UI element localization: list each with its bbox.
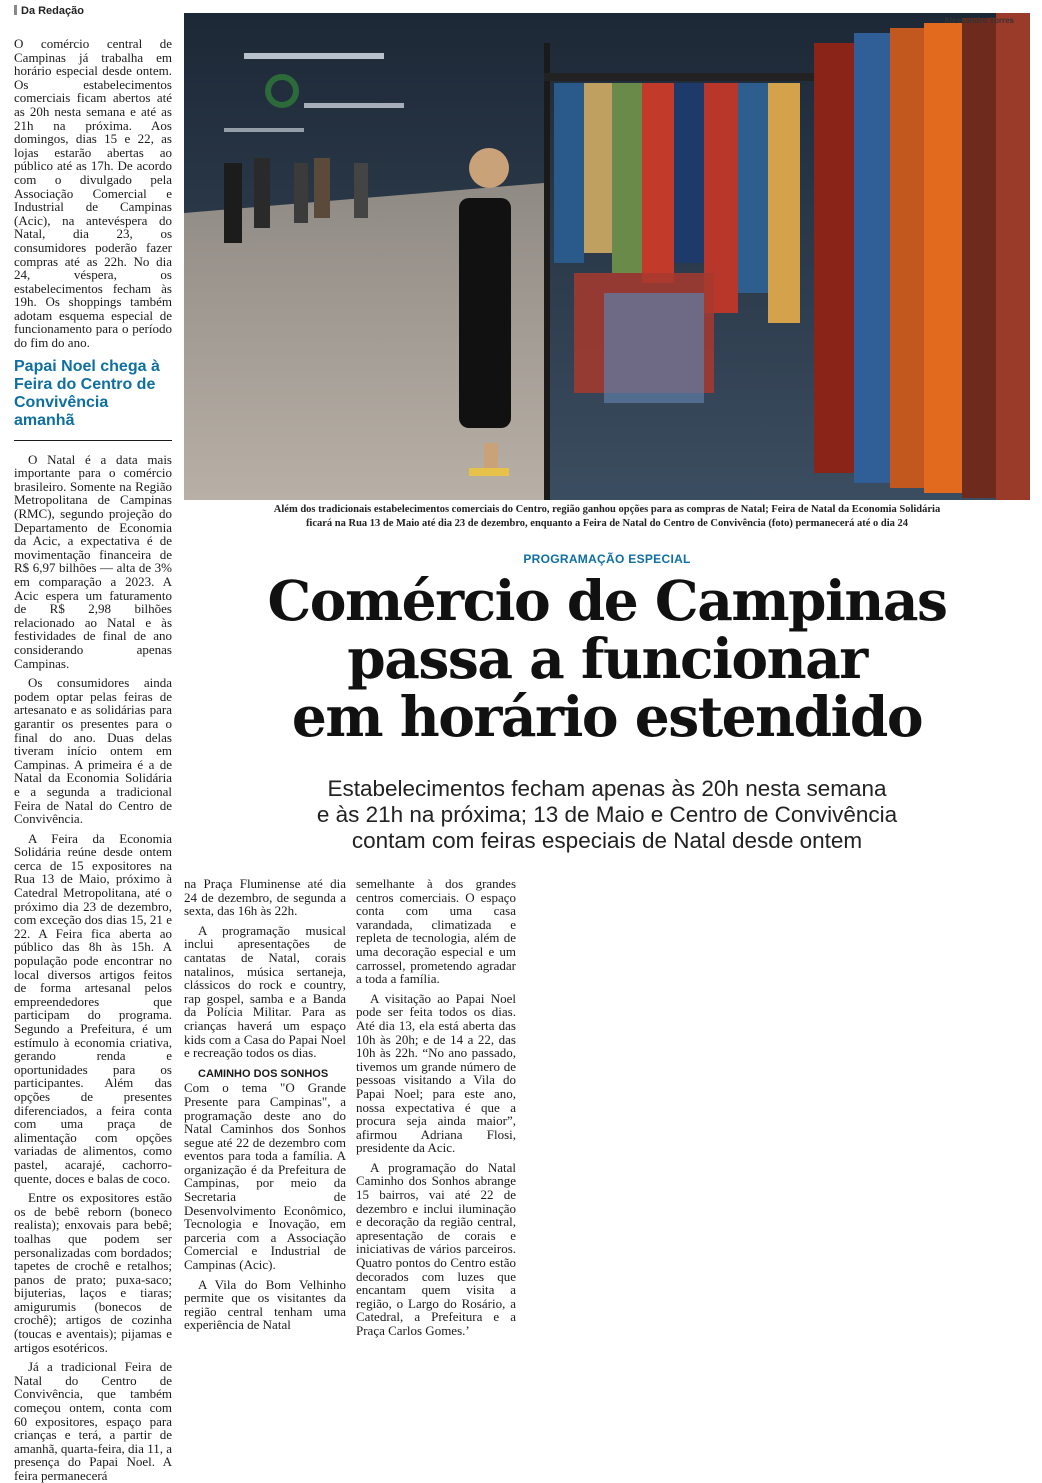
kicker: PROGRAMAÇÃO ESPECIAL (523, 552, 691, 566)
article-paragraph: Os consumidores ainda podem optar pelas feiras de artesanato e as solidárias para garantir os presentes para o final do ano. Duas delas tiveram início ontem em Campinas. A primeira é a de Natal da Economia Solidária e a segunda a tradicional Feira de Natal do Centro de Convivência. (14, 675, 172, 827)
article-paragraph: A Vila do Bom Velhinho permite que os visitantes da região central tenham uma experiência de Natal (184, 1276, 346, 1333)
market-scene-illustration (184, 13, 1030, 500)
deck-line: contam com feiras especiais de Natal desde ontem (351, 828, 863, 853)
article-paragraph: na Praça Fluminense até dia 24 de dezembro, de segunda a sexta, das 16h às 22h. (184, 876, 346, 919)
article-photo (184, 13, 1030, 500)
caption-line: Além dos tradicionais estabelecimentos comerciais do Centro, região ganhou opções para as compras de Natal; Feira de Natal da Economia Solidária (273, 504, 941, 515)
article-paragraph: Entre os expositores estão os de bebê reborn (boneco realista); enxovais para bebê; toalhas que podem ser personalizadas com bordados; tapetes de crochê e retalhos; panos de prato; puxa-saco; bijuterias, laços e tiaras; amigurumis (bonecos de crochê); artigos de cozinha (toucas e aventais); pijamas e artigos esotéricos. (14, 1190, 172, 1355)
section-heading: CAMINHO DOS SONHOS (198, 1067, 329, 1080)
right-column (356, 877, 516, 1338)
deck-line: e às 21h na próxima; 13 de Maio e Centro de Convivência (316, 802, 898, 827)
subhead-divider (14, 440, 172, 441)
subheadline: Papai Noel chega à Feira do Centro de Convivência amanhã (14, 357, 160, 429)
article-paragraph: A programação do Natal Caminho dos Sonhos abrange 15 bairros, vai até 22 de dezembro e inclui iluminação e decoração da região central, apresentação de corais e iniciativas de vários parceiros. Quatro pontos do Centro estão decorados com luzes que encantam quem visita a região, o Largo do Rosário, a Catedral, a Prefeitura e a Praça Carlos Gomes.’ (356, 1159, 516, 1338)
photo-caption (184, 503, 1030, 531)
caption-line: ficará na Rua 13 de Maio até dia 23 de dezembro, enquanto a Feira de Natal do Centro de Convivência (foto) permanecerá até o dia 24 (305, 518, 909, 529)
article-paragraph: Com o tema "O Grande Presente para Campinas", a programação deste ano do Natal Caminhos dos Sonhos segue até 22 de dezembro com eventos para toda a família. A organização é da Prefeitura de Campinas, por meio da Secretaria de Desenvolvimento Econômico, Tecnologia e Inovação, em parceria com a Associação Comercial e Industrial de Campinas (Acic). (184, 1080, 346, 1273)
byline (14, 5, 84, 17)
byline-bar (14, 5, 17, 15)
byline-text: Da Redação (21, 5, 84, 17)
deck-line: Estabelecimentos fecham apenas às 20h nesta semana (327, 776, 887, 801)
headline-line: em horário estendido (291, 684, 923, 749)
headline (184, 568, 1030, 749)
deck (184, 776, 1030, 854)
headline-line: passa a funcionar (347, 626, 867, 691)
headline-line: Comércio de Campinas (267, 568, 947, 633)
left-column (14, 37, 172, 1483)
article-paragraph: Já a tradicional Feira de Natal do Centro de Convivência, que também começou ontem, conta com 60 expositores, espaço para crianças e terá, a partir de amanhã, quarta-feira, dia 11, a presença do Papai Noel. A feira permanecerá (14, 1359, 172, 1483)
article-paragraph: A visitação ao Papai Noel pode ser feita todos os dias. Até dia 13, ela está aberta das 10h às 20h; e de 14 a 22, das 10h às 22h. “No ano passado, tivemos um grande número de pessoas visitando a Vila do Papai Noel; para este ano, nossa expectativa é que a procura seja ainda maior”, afirmou Adriana Flosi, presidente da Acic. (356, 990, 516, 1156)
article-paragraph: O Natal é a data mais importante para o comércio brasileiro. Somente na Região Metropolitana de Campinas (RMC), segundo projeção do Departamento de Economia da Acic, a expectativa é de movimentação financeira de R$ 6,97 bilhões — alta de 3% em comparação a 2023. A Acic espera um faturamento de R$ 2,98 bilhões relacionado ao Natal e às festividades de final de ano considerando apenas Campinas. (14, 451, 172, 671)
middle-column (184, 877, 346, 1332)
article-paragraph: A Feira da Economia Solidária reúne desde ontem cerca de 15 expositores na Rua 13 de Maio, próximo à Catedral Metropolitana, até o próximo dia 23 de dezembro, com exceção dos dias 15, 21 e 22. A Feira fica aberta ao público das 8h às 15h. A população pode encontrar no local diversos artigos feitos de forma artesanal pelos empreendedores que participam do programa. Segundo a Prefeitura, é um estímulo à economia criativa, gerando renda e oportunidades para os participantes. Além das opções de presentes diferenciados, a feira conta com uma praça de alimentação com opções variadas de alimentos, como pastel, acarajé, cachorro-quente, doces e balas de coco. (14, 830, 172, 1186)
article-paragraph: O comércio central de Campinas já trabalha em horário especial desde ontem. Os estabelecimentos comerciais ficam abertos até as 20h nesta semana e até as 21h na próxima. Aos domingos, dias 15 e 22, as lojas estarão abertas ao público até as 17h. De acordo com o divulgado pela Associação Comercial e Industrial de Campinas (Acic), na antevéspera do Natal, dia 23, os consumidores poderão fazer compras até as 22h. No dia 24, véspera, os estabelecimentos fecham às 19h. Os shoppings também adotam esquema especial de funcionamento para o período do fim do ano. (14, 36, 172, 351)
photo-credit: Alessandro Torres (943, 16, 1014, 25)
article-paragraph: A programação musical inclui apresentações de cantatas de Natal, corais natalinos, música sertaneja, clássicos do rock e country, rap gospel, samba e a Banda da Polícia Militar. Para as crianças haverá um espaço kids com a Casa do Papai Noel e recreação todos os dias. (184, 922, 346, 1061)
article-paragraph: semelhante à dos grandes centros comerciais. O espaço conta com uma casa varandada, climatizada e repleta de tecnologia, além de uma decoração especial e um carrossel, prometendo agradar a toda a família. (356, 876, 516, 987)
